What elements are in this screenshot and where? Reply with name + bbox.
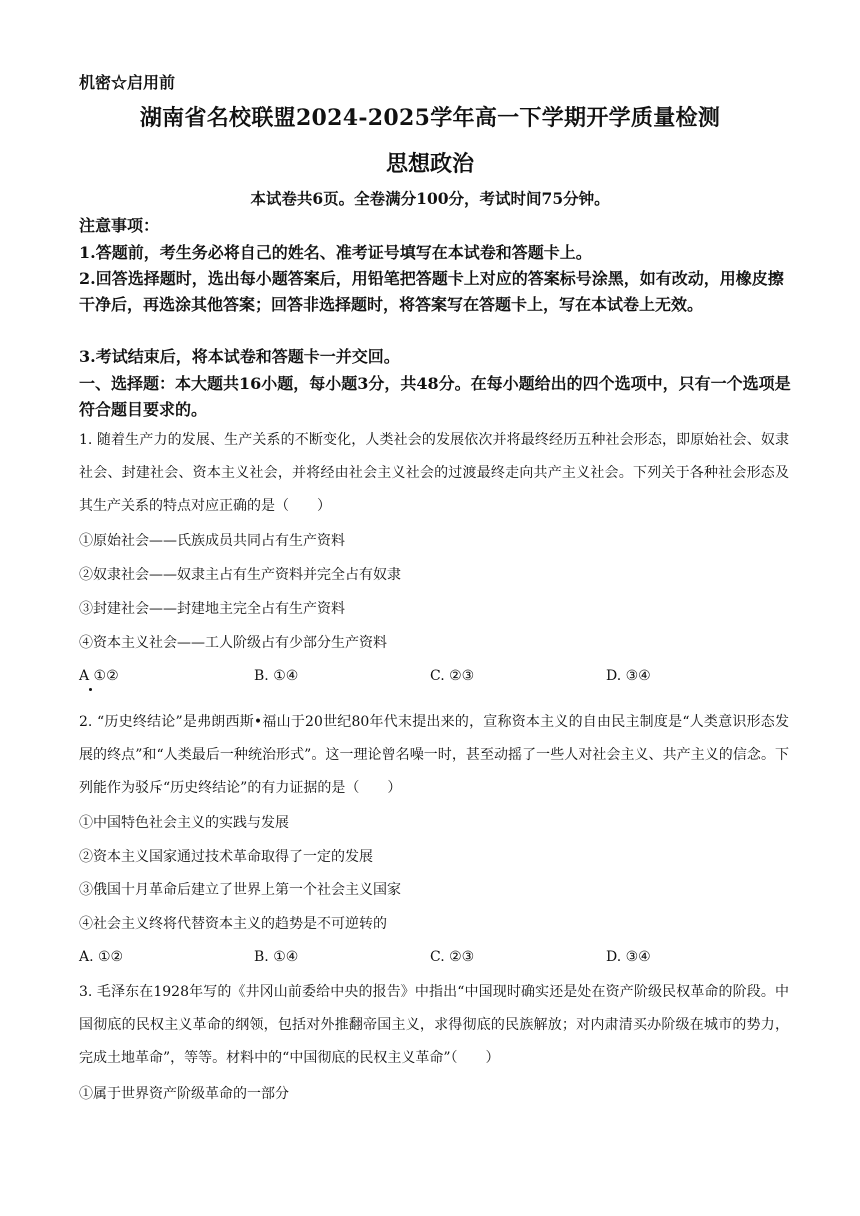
subject-title: 思想政治 — [385, 151, 474, 177]
confidential-label: 机密☆启用前 — [79, 73, 176, 92]
question-2-option-a: A. ①② — [79, 949, 124, 965]
question-2-option-d: D. ③④ — [606, 949, 651, 965]
question-1-statement-4: ④资本主义社会——工人阶级占有少部分生产资料 — [79, 635, 387, 651]
note-item-2: 2.回答选择题时，选出每小题答案后，用铅笔把答题卡上对应的答案标号涂黑，如有改动，用橡皮擦干净后，再选涂其他答案；回答非选择题时，将答案写在答题卡上，写在本试卷上无效。 — [79, 269, 784, 314]
question-1-option-b: B. ①④ — [254, 668, 299, 684]
question-2-statement-3: ③俄国十月革命后建立了世界上第一个社会主义国家 — [79, 882, 401, 898]
question-2-statement-1: ①中国特色社会主义的实践与发展 — [79, 815, 289, 831]
exam-title: 湖南省名校联盟2024-2025学年高一下学期开学质量检测 — [139, 105, 721, 131]
notes-heading: 注意事项： — [79, 216, 160, 235]
question-1-option-c: C. ②③ — [430, 668, 475, 684]
question-2-statement-2: ②资本主义国家通过技术革命取得了一定的发展 — [79, 849, 373, 865]
question-1-stem: 1. 随着生产力的发展、生产关系的不断变化，人类社会的发展依次并将最终经历五种社会形态，即原始社会、奴隶社会、封建社会、资本主义社会，并将经由社会主义社会的过渡最终走向共产主义社会。下列关于各种社会形态及其生产关系的特点对应正确的是（ ） — [79, 432, 789, 514]
note-item-1: 1.答题前，考生务必将自己的姓名、准考证号填写在本试卷和答题卡上。 — [79, 243, 592, 262]
question-1-statement-2: ②奴隶社会——奴隶主占有生产资料并完全占有奴隶 — [79, 567, 401, 583]
question-2-statement-4: ④社会主义终将代替资本主义的趋势是不可逆转的 — [79, 916, 387, 932]
question-3-stem: 3. 毛泽东在1928年写的《井冈山前委给中央的报告》中指出“中国现时确实还是处在资产阶级民权革命的阶段。中国彻底的民权主义革命的纲领，包括对外推翻帝国主义，求得彻底的民族解放；对内肃清买办阶级在城市的势力，完成土地革命”，等等。材料中的“中国彻底的民权主义革命”（ ） — [79, 984, 789, 1066]
question-1-statement-1: ①原始社会——氏族成员共同占有生产资料 — [79, 533, 345, 549]
question-2-option-b: B. ①④ — [254, 949, 299, 965]
stray-dot-mark — [89, 688, 92, 691]
question-1-option-a: A ①② — [79, 668, 119, 684]
question-2-stem: 2. “历史终结论”是弗朗西斯•福山于20世纪80年代末提出来的，宣称资本主义的自由民主制度是“人类意识形态发展的终点”和“人类最后一种统治形式”。这一理论曾名噪一时，甚至动摇了一些人对社会主义、共产主义的信念。下列能作为驳斥“历史终结论”的有力证据的是（ ） — [79, 714, 789, 796]
section-heading: 一、选择题：本大题共16小题，每小题3分，共48分。在每小题给出的四个选项中，只有一个选项是符合题目要求的。 — [79, 374, 791, 419]
exam-intro: 本试卷共6页。全卷满分100分，考试时间75分钟。 — [250, 189, 610, 208]
question-3-statement-1: ①属于世界资产阶级革命的一部分 — [79, 1086, 289, 1102]
question-1-statement-3: ③封建社会——封建地主完全占有生产资料 — [79, 601, 345, 617]
question-1-option-d: D. ③④ — [606, 668, 651, 684]
question-2-option-c: C. ②③ — [430, 949, 475, 965]
note-item-3: 3.考试结束后，将本试卷和答题卡一并交回。 — [79, 347, 400, 366]
